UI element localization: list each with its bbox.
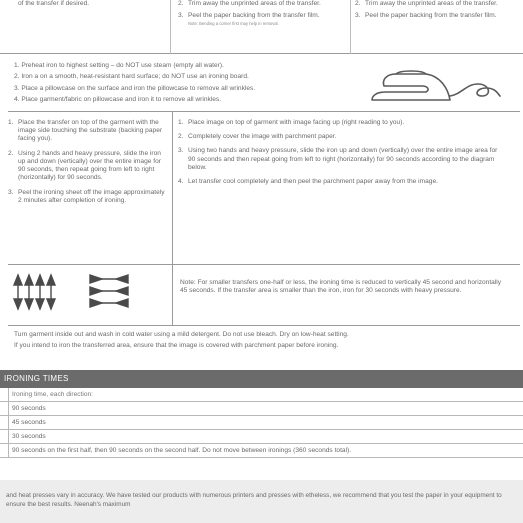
column-header: Ironing time, each direction: <box>12 391 93 398</box>
wash-line: If you intend to iron the transferred area, ensure that the image is covered with parchment paper before ironing. <box>14 342 339 350</box>
table-header-row <box>0 388 523 402</box>
table-row <box>0 416 523 430</box>
step-text: Peel the paper backing from the transfer film. <box>188 12 320 20</box>
table-row <box>0 402 523 416</box>
list-item <box>178 0 348 8</box>
iron-icon <box>366 66 506 108</box>
top-col-3 <box>355 0 520 20</box>
step-text: Using 2 hands and heavy pressure, slide the iron up and down (vertically) over the entire image for 90 seconds, then repeat going from left to right (horizontally) for 90 seconds. <box>18 149 161 182</box>
step-text: Completely cover the image with parchment paper. <box>188 133 337 141</box>
step-text: Trim away the unprinted areas of the transfer. <box>365 0 498 7</box>
top-col-2 <box>178 0 348 27</box>
step-number: 3. <box>178 12 184 20</box>
step-number: 2. <box>8 149 14 157</box>
ironing-times-table <box>0 388 523 458</box>
list-item <box>355 12 520 20</box>
laundering-instructions <box>14 331 514 353</box>
step-number: 2. <box>355 0 361 7</box>
application-instructions <box>0 112 523 264</box>
wash-line: Turn garment inside out and wash in cold water using a mild detergent. Do not use bleach. Dry on low-heat setting. <box>14 331 349 338</box>
light-transfer-steps <box>8 119 166 211</box>
iron-sideways-icon <box>90 275 128 307</box>
divider <box>8 325 520 326</box>
list-item <box>178 178 503 186</box>
list-item <box>355 0 520 8</box>
list-item <box>8 0 158 8</box>
step-number: 2. <box>178 133 184 141</box>
step-number: 3. <box>8 188 14 196</box>
list-item <box>8 119 166 144</box>
removal-note: Note: Bending a corner first may help in removal. <box>188 21 279 27</box>
disclaimer-text: and heat presses vary in accuracy. We have tested our products with numerous printers and presses with etheless, we recommend that you test the paper in your equipment to ensure the best results. Neenah's maximum <box>6 492 502 509</box>
prep-step: 3. Place a pillowcase on the surface and iron the pillowcase to remove all wrinkles. <box>14 84 256 92</box>
step-text: Let transfer cool completely and then peel the parchment paper away from the image. <box>188 178 438 186</box>
small-transfer-note: Note: For smaller transfers one-half or less, the ironing time is reduced to vertically 45 second and horizontally 45 seconds. If the transfer area is smaller than the iron, iron for 30 seconds with heavy pressure. <box>180 279 502 295</box>
dark-transfer-steps <box>178 119 503 192</box>
table-cell: 45 seconds <box>12 419 46 426</box>
ironing-times-heading: IRONING TIMES <box>0 370 523 388</box>
list-item <box>8 189 166 205</box>
prep-step: 4. Place garment/fabric on pillowcase and iron it to remove all wrinkles. <box>14 96 222 104</box>
table-row <box>0 430 523 444</box>
step-number: 3. <box>178 147 184 155</box>
step-text: Peel the paper backing from the transfer film. <box>365 12 497 20</box>
step-text: Trim away the unprinted areas of the transfer. <box>188 0 321 7</box>
step-number: 3. <box>355 12 361 20</box>
divider <box>170 0 171 54</box>
list-item <box>178 133 503 141</box>
step-number: 4. <box>178 178 184 186</box>
prep-steps <box>14 62 354 108</box>
divider <box>172 112 173 264</box>
divider <box>350 0 351 54</box>
list-item <box>178 12 348 20</box>
step-text: Peel the ironing sheet off the image approximately 2 minutes after completion of ironing. <box>18 188 165 204</box>
ironing-pattern-diagram <box>10 269 160 321</box>
table-cell: 90 seconds on the first half, then 90 seconds on the second half. Do not move between ironings (360 seconds total). <box>12 447 352 454</box>
list-item <box>8 150 166 183</box>
list-item <box>178 147 503 172</box>
top-col-1 <box>8 0 158 8</box>
disclaimer-band <box>0 480 523 523</box>
step-text: Using two hands and heavy pressure, slide the iron up and down (vertically) over the entire image area for 90 seconds and then repeat going from left to right (horizontally) for 90 seconds according to the diagram below. <box>188 147 498 171</box>
iron-up-icon <box>14 275 55 309</box>
step-text: Place image on top of garment with image facing up (right reading to you). <box>188 119 405 126</box>
step-text: Place the transfer on top of the garment with the image side touching the substrate (backing paper facing you). <box>18 119 163 143</box>
step-number: 1. <box>8 119 14 126</box>
step-number: 2. <box>178 0 184 7</box>
prep-step: 2. Iron a on a smooth, heat-resistant hard surface; do NOT use an ironing board. <box>14 73 249 81</box>
divider <box>172 265 173 325</box>
table-cell: 90 seconds <box>12 405 46 412</box>
prep-step: 1. Preheat iron to highest setting – do NOT use steam (empty all water). <box>14 62 224 69</box>
iron-preparation-section <box>0 55 523 112</box>
list-item <box>178 119 503 127</box>
ironing-diagram-section <box>0 265 523 325</box>
top-instructions-band <box>0 0 523 54</box>
top-col1-text: of the transfer if desired. <box>18 0 90 7</box>
table-row <box>0 444 523 458</box>
table-cell: 30 seconds <box>12 433 46 440</box>
step-number: 1. <box>178 119 184 126</box>
